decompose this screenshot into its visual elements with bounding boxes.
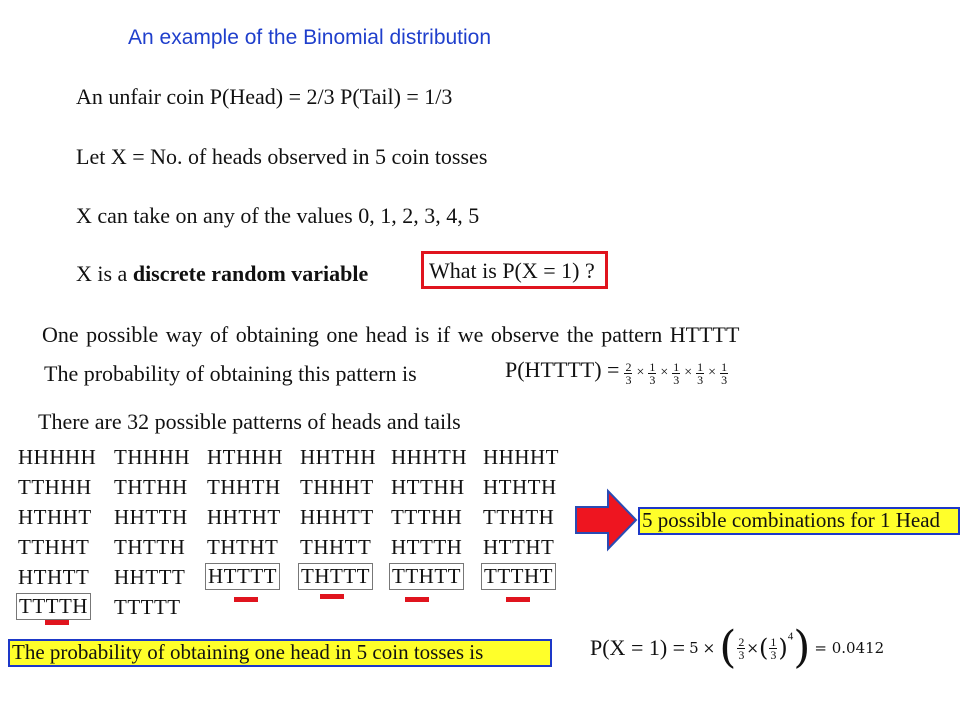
inner-left-paren: ( [758, 634, 769, 662]
head-marker [320, 594, 344, 599]
discrete-variable-line [76, 261, 368, 287]
pattern-cell: HTHTT [18, 565, 90, 589]
fraction-2-3: $\frac{2}{3}$ [625, 359, 632, 387]
fraction-1-3: $\frac{1}{3}$ [673, 359, 680, 387]
slide-title: An example of the Binomial distribution [128, 26, 492, 49]
prob-pattern-formula [505, 357, 729, 386]
fraction-1-3: $\frac{1}{3}$ [697, 359, 704, 387]
discrete-prefix: X is a [76, 261, 133, 286]
pattern-cell: THHHH [114, 445, 190, 469]
pattern-cell: HHHTT [300, 505, 374, 529]
intro-line-x-values: X can take on any of the values 0, 1, 2, 3, 4, 5 [76, 203, 480, 228]
pattern-cell: HHTHT [207, 505, 281, 529]
pattern-cell-one-head: TTHTT [389, 563, 464, 590]
times-symbol: × [636, 365, 645, 381]
pattern-cell: TTHHT [18, 535, 90, 559]
fraction-1-3: $\frac{1}{3}$ [649, 359, 656, 387]
final-formula [590, 622, 885, 673]
pattern-cell: TTTTT [114, 595, 181, 619]
pattern-cell: TTHTH [483, 505, 555, 529]
pattern-cell: HHTTH [114, 505, 188, 529]
pattern-cell: TTHHH [18, 475, 92, 499]
pattern-cell: THHTH [207, 475, 281, 499]
times-symbol: × [684, 365, 693, 381]
pattern-cell: HTHTH [483, 475, 557, 499]
final-exponent: 4 [787, 630, 794, 643]
head-marker [234, 597, 258, 602]
pattern-cell: HHTTT [114, 565, 186, 589]
discrete-bold: discrete random variable [132, 261, 369, 286]
fraction-1-3: $\frac{1}{3}$ [721, 359, 728, 387]
pattern-cell-one-head: TTTTH [16, 593, 91, 620]
prob-pattern-label: The probability of obtaining this pattern is [44, 361, 417, 386]
final-lhs: P(X = 1) = [590, 635, 686, 660]
pattern-cell: THTTH [114, 535, 186, 559]
conclusion-text: The probability of obtaining one head in 5 coin tosses is [8, 639, 552, 667]
pattern-cell-one-head: TTTHT [481, 563, 556, 590]
times-symbol: × [660, 365, 669, 381]
inner-right-paren: ) [778, 634, 788, 662]
left-paren: ( [719, 622, 737, 673]
pattern-cell-one-head: THTTT [298, 563, 373, 590]
pattern-cell: HTTTH [391, 535, 463, 559]
pattern-cell: HTHHT [18, 505, 92, 529]
patterns-intro: There are 32 possible patterns of heads and tails [38, 409, 461, 434]
pattern-cell: THHTT [300, 535, 372, 559]
pattern-cell: TTTHH [391, 505, 463, 529]
final-inner-fraction: $\frac{1}{3}$ [770, 634, 777, 662]
final-times: × [702, 639, 716, 657]
intro-line-x-definition: Let X = No. of heads observed in 5 coin tosses [76, 144, 488, 169]
arrow-right-icon [574, 488, 638, 552]
final-coef: 5 [689, 639, 699, 657]
head-marker [45, 620, 69, 625]
question-text: What is P(X = 1) ? [429, 258, 595, 283]
pattern-cell: THHHT [300, 475, 374, 499]
pattern-cell-one-head: HTTTT [205, 563, 280, 590]
right-paren: ) [793, 622, 811, 673]
pattern-cell: HHHTH [391, 445, 467, 469]
prob-pattern-lhs: P(HTTTT) = [505, 357, 620, 382]
head-marker [405, 597, 429, 602]
pattern-cell: HTTHH [391, 475, 465, 499]
pattern-cell: HTHHH [207, 445, 283, 469]
final-fraction: $\frac{2}{3}$ [738, 634, 745, 662]
intro-line-coin: An unfair coin P(Head) = 2/3 P(Tail) = 1/3 [76, 84, 453, 109]
pattern-cell: HHTHH [300, 445, 376, 469]
final-result: = 0.0412 [814, 639, 885, 657]
final-times-inner: × [746, 639, 759, 657]
pattern-cell: HHHHH [18, 445, 97, 469]
times-symbol: × [708, 365, 717, 381]
pattern-cell: THTHH [114, 475, 188, 499]
pattern-cell: THTHT [207, 535, 279, 559]
combinations-note: 5 possible combinations for 1 Head [638, 507, 960, 535]
pattern-cell: HHHHT [483, 445, 559, 469]
head-marker [506, 597, 530, 602]
one-way-line: One possible way of obtaining one head is if we observe the pattern HTTTT [42, 322, 740, 347]
pattern-cell: HTTHT [483, 535, 555, 559]
